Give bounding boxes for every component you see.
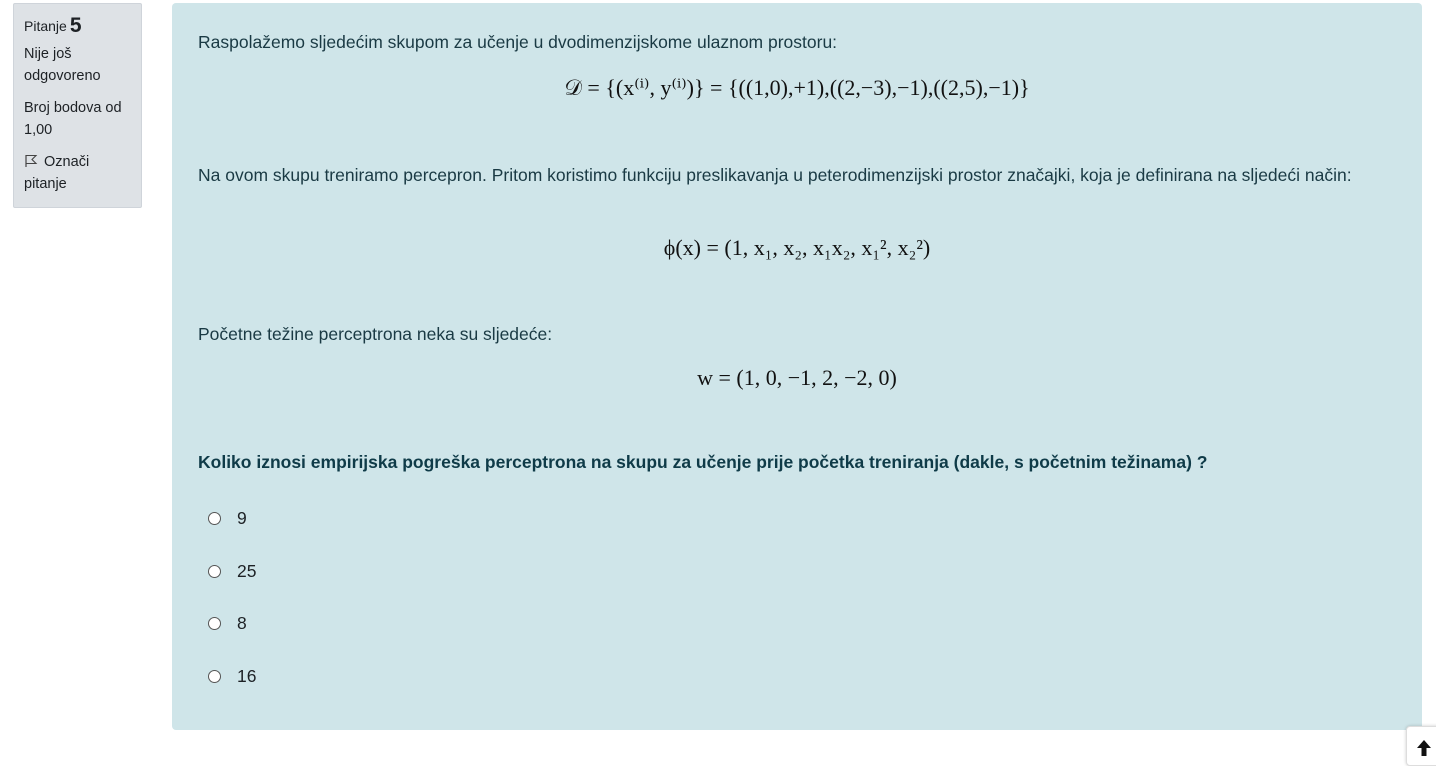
question-number [24,15,131,37]
answer-radio[interactable] [208,565,221,578]
answer-radio[interactable] [208,512,221,525]
answer-label: 16 [237,665,257,686]
flag-question-link[interactable] [24,151,131,195]
question-number-value: 5 [69,14,82,37]
question-grade: Broj bodova od 1,00 [24,100,122,138]
answer-option[interactable] [208,508,256,561]
formula-dataset: 𝒟 = {(x⁽ⁱ⁾, y⁽ⁱ⁾)} = {((1,0),+1),((2,−3),−1),((2,5),−1)} [564,75,1030,100]
answer-label: 25 [237,560,257,581]
mapping-text: Na ovom skupu treniramo percepron. Pritom koristimo funkciju preslikavanja u peterodimenzijski prostor značajki, koja je definirana na sljedeći način: [198,165,1352,185]
answer-label: 8 [237,613,247,633]
formula-weights: w = (1, 0, −1, 2, −2, 0) [697,365,897,390]
question-content [172,3,1422,730]
answer-option[interactable] [208,561,256,614]
answer-label: 9 [237,508,247,528]
arrow-up-icon [1416,739,1432,757]
question-intro: Raspolažemo sljedećim skupom za učenje u dvodimenzijskome ulaznom prostoru: [198,32,838,52]
scroll-to-top-button[interactable] [1406,726,1436,766]
weights-text: Početne težine perceptrona neka su sljedeće: [198,324,553,344]
answer-list [208,508,256,718]
answer-option[interactable] [208,613,256,666]
question-label: Pitanje [24,18,67,34]
flag-question-label: Označi pitanje [24,154,90,192]
answer-radio[interactable] [208,670,221,683]
flag-icon [24,154,38,168]
question-info-panel [13,3,142,208]
question-prompt: Koliko iznosi empirijska pogreška perceptrona na skupu za učenje prije početka treniranja (dakle, s početnim težinama) ? [198,452,1208,472]
answer-option[interactable] [208,666,256,719]
formula-mapping: ϕ(x) = (1, x₁, x₂, x₁x₂, x₁², x₂²) [663,235,931,260]
answer-radio[interactable] [208,617,221,630]
question-state: Nije još odgovoreno [24,46,101,84]
